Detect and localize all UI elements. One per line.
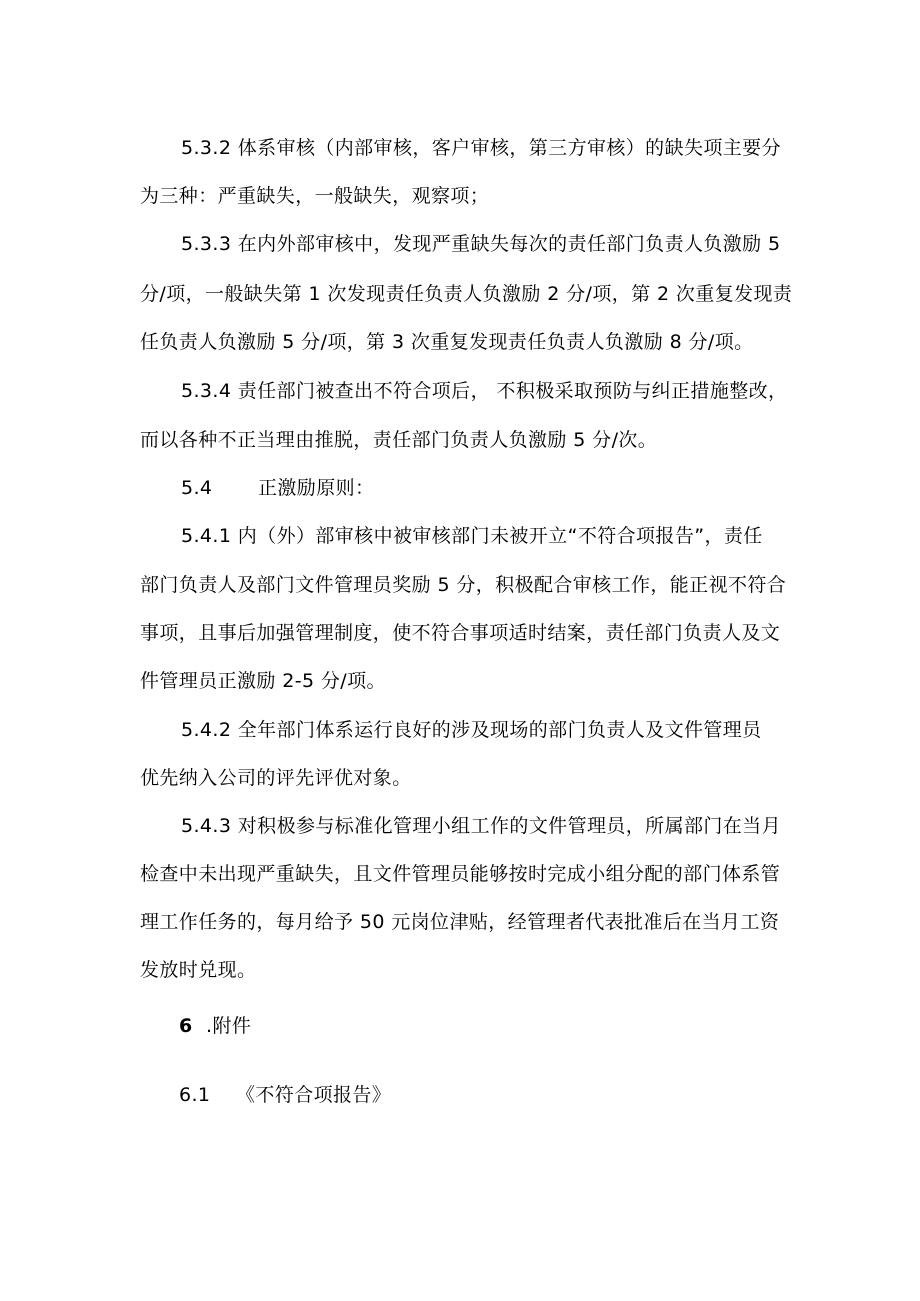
para-5-3-2-line-2: 为三种：严重缺失，一般缺失，观察项； [140,185,490,207]
para-5-3-4-line-2: 而以各种不正当理由推脱，责任部门负责人负激励 5 分/次。 [140,429,658,451]
section-5-4-number: 5.4 [181,477,213,499]
para-5-3-3-line-1: 5.3.3 在内外部审核中，发现严重缺失每次的责任部门负责人负激励 5 [181,233,781,255]
para-5-4-1-line-4: 件管理员正激励 2-5 分/项。 [140,670,386,692]
para-5-4-3-line-2: 检查中未出现严重缺失，且文件管理员能够按时完成小组分配的部门体系管 [140,863,781,885]
para-5-4-1-line-2: 部门负责人及部门文件管理员奖励 5 分，积极配合审核工作，能正视不符合 [140,574,787,596]
para-5-4-1-line-3: 事项，且事后加强管理制度，使不符合事项适时结案，责任部门负责人及文 [140,622,781,644]
para-5-4-3-line-4: 发放时兑现。 [140,959,257,981]
para-5-4-3-line-3: 理工作任务的，每月给予 50 元岗位津贴，经管理者代表批准后在当月工资 [140,911,780,933]
para-5-3-4-line-1: 5.3.4 责任部门被查出不符合项后， 不积极采取预防与纠正措施整改， [181,380,788,402]
para-5-4-2-line-1: 5.4.2 全年部门体系运行良好的涉及现场的部门负责人及文件管理员 [181,719,762,741]
section-6-number: 6 [179,1015,193,1037]
para-5-3-3-line-3: 任负责人负激励 5 分/项，第 3 次重复发现责任负责人负激励 8 分/项。 [140,331,754,353]
para-5-3-3-line-2: 分/项，一般缺失第 1 次发现责任负责人负激励 2 分/项，第 2 次重复发现责 [140,283,793,305]
section-5-4-title: 正激励原则： [258,477,375,499]
section-6-title: .附件 [206,1015,252,1037]
section-6-1-title: 《不符合项报告》 [236,1084,392,1106]
para-5-4-3-line-1: 5.4.3 对积极参与标准化管理小组工作的文件管理员，所属部门在当月 [181,815,781,837]
para-5-3-2-line-1: 5.3.2 体系审核（内部审核，客户审核，第三方审核）的缺失项主要分 [181,137,781,159]
para-5-4-1-line-1: 5.4.1 内（外）部审核中被审核部门未被开立“不符合项报告”，责任 [181,525,763,547]
section-6-1-number: 6.1 [179,1084,211,1106]
para-5-4-2-line-2: 优先纳入公司的评先评优对象。 [140,767,412,789]
